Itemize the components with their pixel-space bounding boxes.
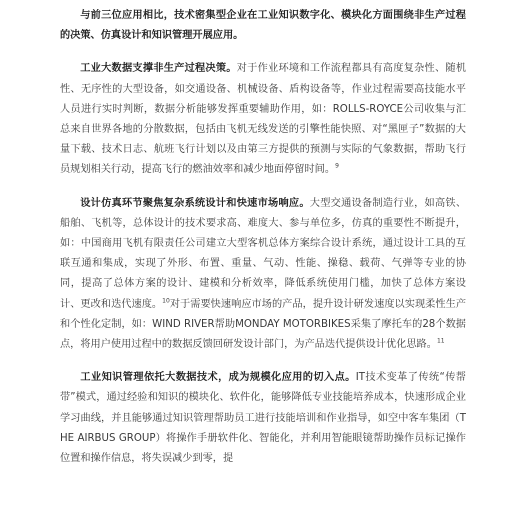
paragraph-body: 对于作业环境和工作流程都具有高度复杂性、随机性、无序性的大型设备，如交通设备、机械设备、盾构设备等，作业过程需要高技能水平人员进行实时判断，数据分析能够发挥重要辅助作用，如：ROLLS-ROYCE公司收集与汇总来自世界各地的分散数据，包括由飞机无线发送的引擎性能快照、对“黑匣子”数据的大量下载、技术日志、航班飞行计划以及由第三方提供的预测与实际的气象数据，帮助飞行员规划相关行动，提高飞行的燃油效率和减少地面停留时间。 [60,63,467,176]
paragraph-lead: 工业大数据支撑非生产过程决策。 [80,63,237,75]
separator [60,355,466,368]
footnote-marker: 9 [335,163,339,171]
paragraph-lead: 工业知识管理依托大数据技术，成为规模化应用的切入点。 [80,372,356,384]
separator [60,46,466,59]
paragraph-body: IT技术变革了传统“传帮带”模式，通过经验和知识的模块化、软件化，能够降低专业技能培养成本，快速形成企业学习曲线，并且能够通过知识管理帮助员工进行技能培训和作业指导，如空中客车集团（THE AIRBUS GROUP）将操作手册软件化、智能化，并利用智能眼镜帮助操作员标记操作位置和操作信息，将失误减少到零，提 [60,372,466,465]
paragraph-body-continued: 对于需要快速响应市场的产品，提升设计研发速度以实现柔性生产和个性化定制，如：WIND RIVER帮助MONDAY MOTORBIKES采集了摩托车的28个数据点，将用户使用过程中的数据反馈回研发设计部门，为产品迭代提供设计优化思路。 [60,298,467,351]
intro-paragraph [60,6,466,46]
paragraph-body: 大型交通设备制造行业，如高铁、船舶、飞机等，总体设计的技术要求高、难度大、参与单位多，仿真的重要性不断提升，如：中国商用飞机有限责任公司建立大型客机总体方案综合设计系统，通过设计工具的互联互通和集成，实现了外形、布置、重量、气动、性能、操稳、载荷、气弹等专业的协同，提高了总体方案的设计、建模和分析效率，降低系统使用门槛，加快了总体方案设计、更改和迭代速度。 [60,197,467,310]
footnote-marker: 11 [436,337,445,345]
separator [60,181,466,194]
footnote-marker: 10 [162,297,170,305]
paragraph-design-simulation [60,194,466,356]
paragraph-knowledge-management [60,368,466,469]
paragraph-big-data-decision [60,59,466,180]
intro-text: 与前三位应用相比，技术密集型企业在工业知识数字化、模块化方面围绕非生产过程的决策、仿真设计和知识管理开展应用。 [60,10,466,42]
paragraph-lead: 设计仿真环节聚焦复杂系统设计和快速市场响应。 [80,197,310,209]
